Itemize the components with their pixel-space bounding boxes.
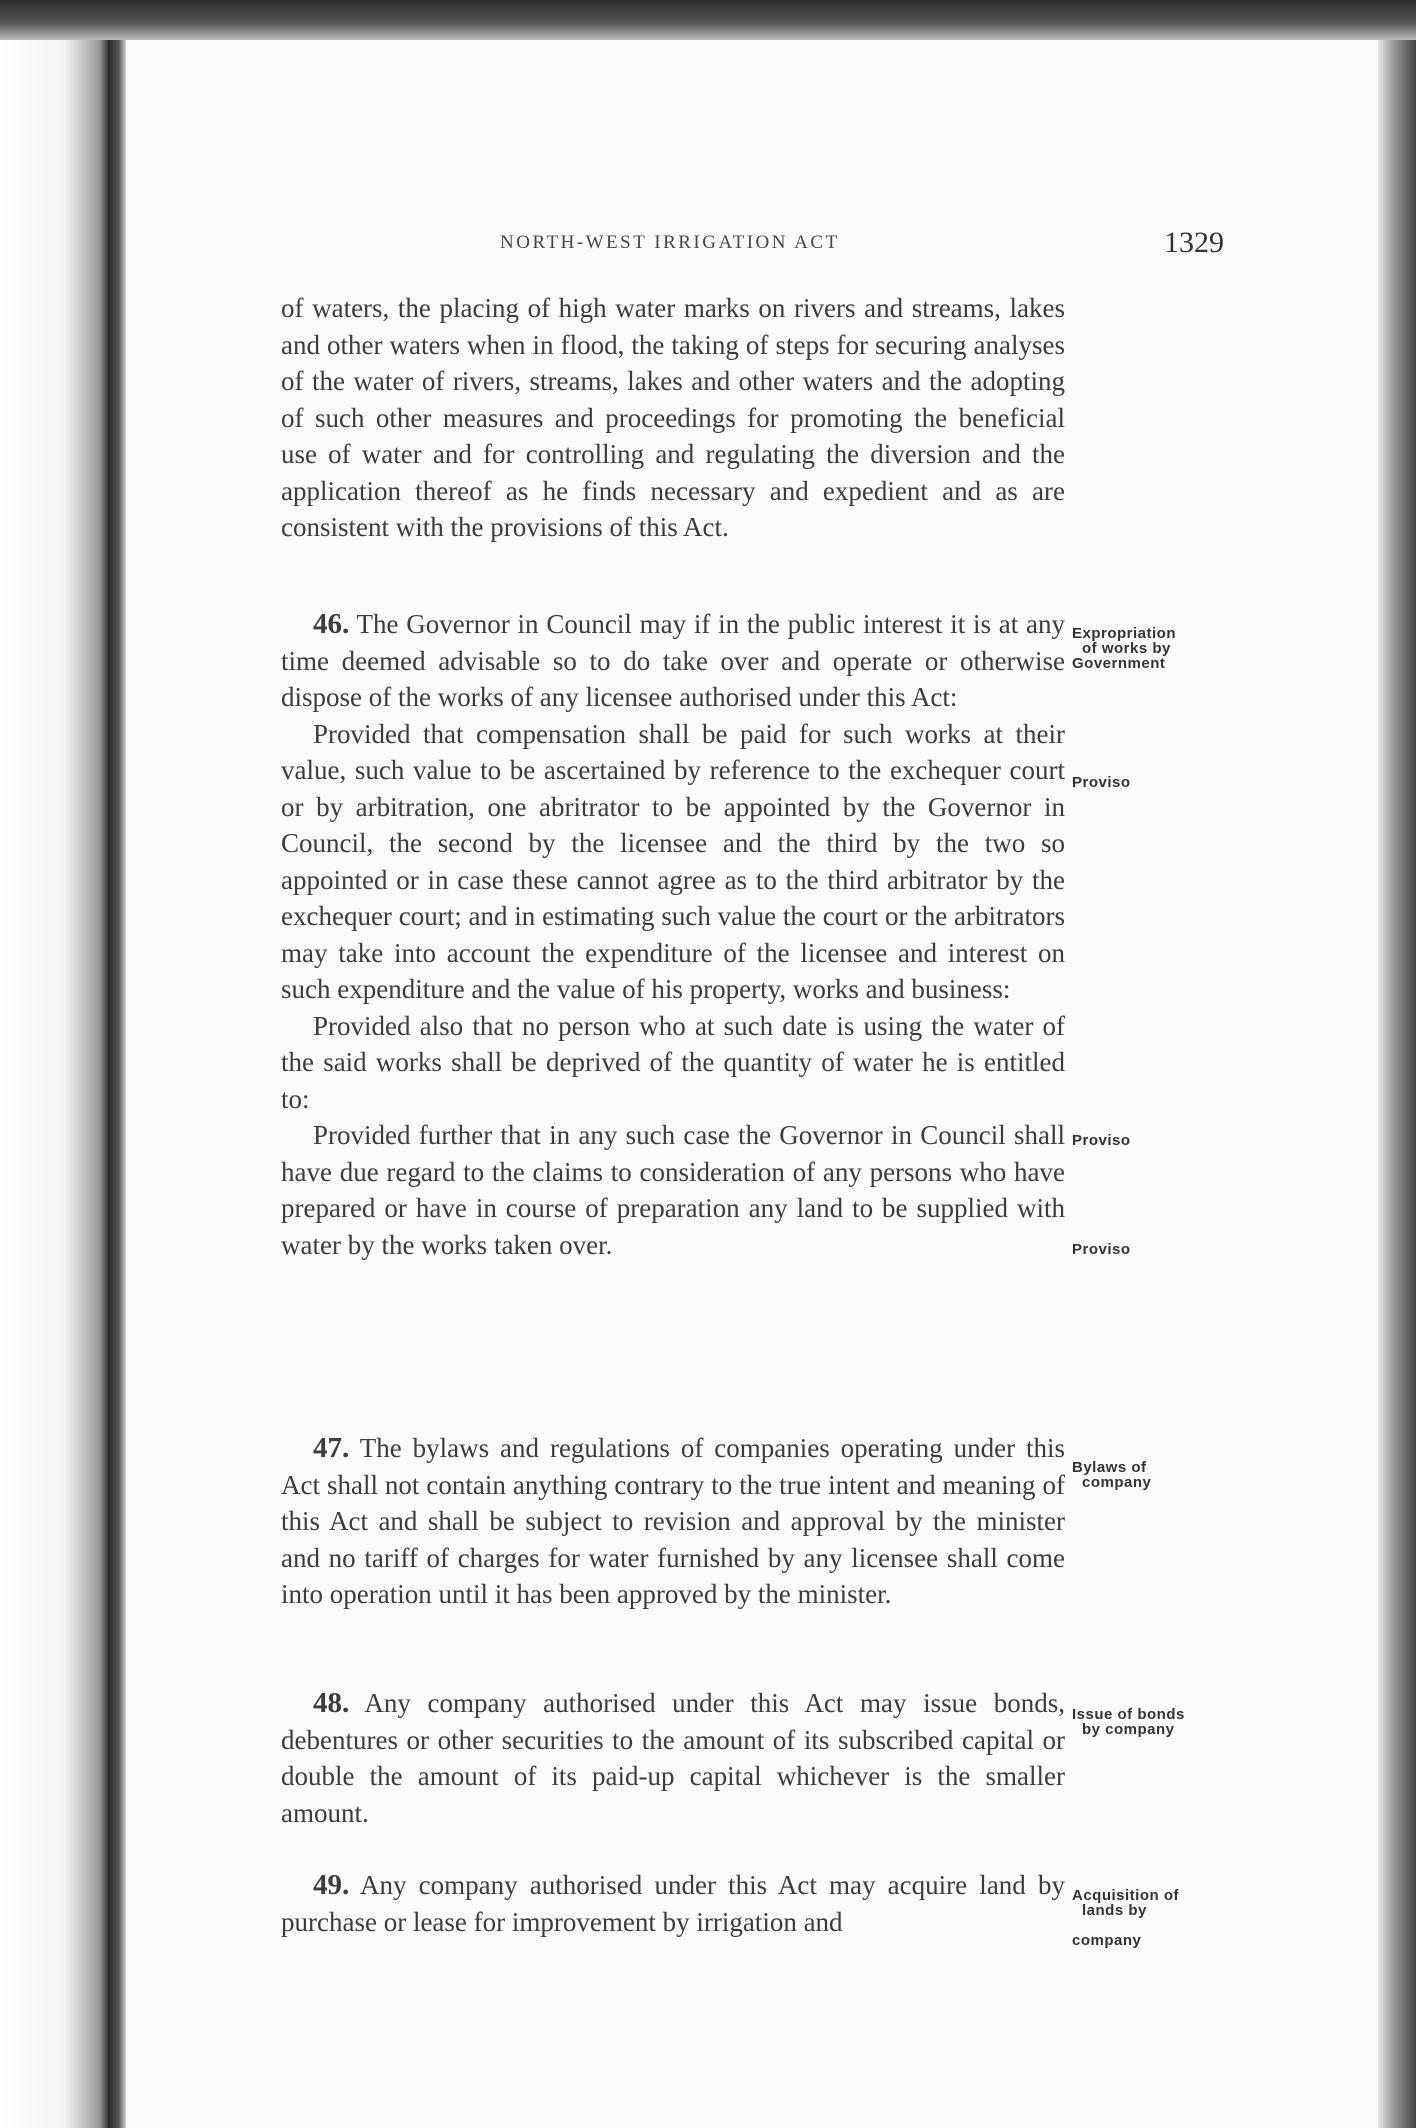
section-text: Any company authorised under this Act may acquire land by purchase or lease for improvement by irrigation and (281, 1870, 1065, 1937)
marginal-note-acquisition (1072, 1888, 1179, 1948)
proviso-paragraph: Provided further that in any such case the Governor in Council shall have due regard to the claims to consideration of any persons who have prepared or have in course of preparation any land to be supplied with water by the works taken over. (281, 1120, 1065, 1260)
note-line: company (1082, 1474, 1152, 1491)
section-number: 46. (313, 608, 350, 640)
proviso-paragraph: Provided that compensation shall be paid for such works at their value, such value to be ascertained by reference to the exchequer court or by arbitration, one abritrator to be appointed by the Governor in Council, the second by the licensee and the third by the two so appointed or in case these cannot agree as to the third arbitrator by the exchequer court; and in estimating such value the court or the arbitrators may take into account the expenditure of the licensee and interest on such expenditure and the value of his property, works and business: (281, 718, 1065, 1004)
marginal-note-expropriation (1072, 626, 1176, 671)
section-text: The Governor in Council may if in the public interest it is at any time deemed advisable so to do take over and operate or otherwise dispose of the works of any licensee authorised under this Act: (281, 609, 1066, 712)
running-title: NORTH-WEST IRRIGATION ACT (500, 232, 840, 253)
scan-top-edge (0, 0, 1416, 40)
page-right-edge (1378, 40, 1416, 2128)
section-49 (281, 1867, 1065, 1940)
section-text: Any company authorised under this Act may issue bonds, debentures or other securities to the amount of its subscribed capital or double the amount of its paid-up capital whichever is the smaller amount. (281, 1688, 1065, 1828)
section-46 (281, 606, 1065, 1263)
note-line: Proviso (1072, 774, 1131, 791)
marginal-note-proviso (1072, 1242, 1131, 1257)
note-line: Expropriation (1072, 625, 1177, 642)
section-text: The bylaws and regulations of companies operating under this Act shall not contain anything contrary to the true intent and meaning of this Act and shall be subject to revision and approval by the minister and no tariff of charges for water furnished by any licensee shall come into operation until it has been approved by the minister. (281, 1433, 1065, 1609)
section-number: 47. (313, 1432, 350, 1464)
note-line: Bylaws of (1072, 1459, 1147, 1476)
section-47-paragraph (281, 1430, 1065, 1613)
running-header (280, 226, 1224, 266)
continuation-paragraph (281, 290, 1065, 546)
note-line: Government (1072, 655, 1166, 672)
note-line: company (1072, 1932, 1142, 1949)
section-49-paragraph (281, 1867, 1065, 1940)
left-facing-page (0, 40, 108, 2128)
book-gutter (108, 40, 126, 2128)
proviso-paragraph: Provided also that no person who at such date is using the water of the said works shall be deprived of the quantity of water he is entitled to: (281, 1010, 1065, 1114)
section-number: 49. (313, 1869, 350, 1901)
section-number: 48. (313, 1687, 350, 1719)
page-number: 1329 (1164, 226, 1224, 259)
note-line: Acquisition of (1072, 1887, 1179, 1904)
section-47 (281, 1430, 1065, 1613)
continuation-text: of waters, the placing of high water marks on rivers and streams, lakes and other waters when in flood, the taking of steps for securing analyses of the water of rivers, streams, lakes and other waters and the adopting of such other measures and proceedings for promoting the beneficial use of water and for controlling and regulating the diversion and the application thereof as he finds necessary and expedient and as are consistent with the provisions of this Act. (281, 293, 1065, 542)
marginal-note-proviso (1072, 775, 1131, 790)
note-line: lands by (1082, 1902, 1147, 1919)
section-46-paragraph (281, 606, 1065, 716)
marginal-note-bylaws (1072, 1460, 1151, 1490)
section-48 (281, 1685, 1065, 1831)
note-line: Proviso (1072, 1132, 1131, 1149)
marginal-note-proviso (1072, 1133, 1131, 1148)
note-line: of works by (1082, 640, 1171, 657)
note-line: Proviso (1072, 1241, 1131, 1258)
note-line: Issue of bonds (1072, 1706, 1185, 1723)
note-line: by company (1082, 1721, 1175, 1738)
section-48-paragraph (281, 1685, 1065, 1831)
marginal-note-bonds (1072, 1707, 1185, 1737)
